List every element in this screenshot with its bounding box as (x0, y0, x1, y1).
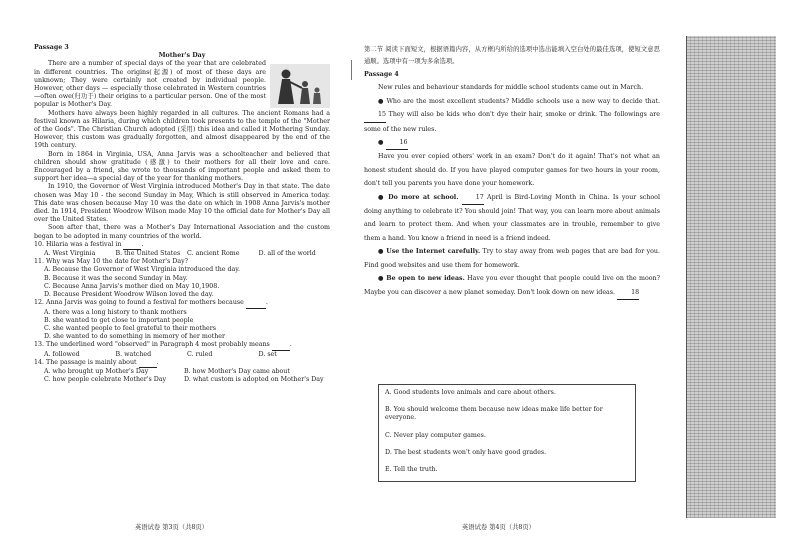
passage-3-para-1: There are a number of special days of the year that are celebrated in different countries. The origins(起源) of most of these days are unknown; They were certainly not created by individual people. However, other days — especially those celebrated in Western countries—often owe(归功于) their origins to a particular person. One of the most popular is Mother's Day. (34, 60, 266, 109)
bullet-icon: ● (378, 139, 384, 147)
option-c[interactable]: C. she wanted people to feel grateful to their mothers (44, 324, 216, 332)
option-c[interactable]: C. Because Anna Jarvis's mother died on May 10,1908. (44, 282, 220, 290)
question-stem: 12. Anna Jarvis was going to found a festival for mothers because (34, 299, 244, 307)
passage-4-column (364, 44, 660, 300)
blank-16[interactable]: 16 (386, 136, 408, 150)
option-b[interactable]: B. Because it was the second Sunday in May. (44, 274, 188, 282)
passage-3-column (34, 44, 330, 384)
option-b[interactable]: B. watched (115, 350, 152, 358)
option-b[interactable]: B. how Mother's Day came about (184, 367, 290, 375)
option-a[interactable]: A. followed (44, 350, 80, 358)
option-c[interactable]: C. how people celebrate Mother's Day (44, 376, 167, 384)
passage-3-para-2: Mothers have always been highly regarded in all cultures. The ancient Romans had a festival known as Hilaria, during which children took presents to the temple of the "Mother of the Gods". The Christian Church adopted (采用) this idea and called it Mothering Sunday. However, this custom was gradually forgotten, and almost disappeared by the end of the 19th century. (34, 109, 330, 150)
passage-4-para-7: ● Be open to new ideas. Have you ever thought that people could live on the moon? Maybe you can discover a new planet someday. Don't look down on new ideas. 18 (364, 272, 660, 300)
column-divider (351, 60, 352, 80)
box-option-d[interactable]: D. The best students won't only have good grades. (385, 448, 547, 456)
answer-blank[interactable] (139, 359, 157, 368)
passage-3-label: Passage 3 (34, 44, 69, 51)
answer-blank[interactable] (272, 341, 290, 350)
option-a[interactable]: A. there was a long history to thank mothers (44, 308, 187, 316)
option-d[interactable]: D. set (258, 350, 277, 358)
blank-15[interactable]: 15 (364, 108, 386, 122)
option-d[interactable]: D. all of the world (258, 250, 316, 258)
option-d[interactable]: D. she wanted to do something in memory of her mother (44, 333, 225, 341)
option-b[interactable]: B. the United States (115, 250, 181, 258)
option-a[interactable]: A. West Virginia (44, 250, 96, 258)
question-12: 12. Anna Jarvis was going to found a festival for mothers because . A. there was a long history to thank mothers B. she wanted to get close to important people C. she wanted people to feel grateful to their mothers D. she wanted to do something in memory of her mother (34, 299, 330, 341)
passage-4-para-2-cont: They will also be kids who don't dye their hair, smoke or drink. The followings are some of the new rules. (364, 111, 660, 133)
mother-children-silhouette-image (270, 64, 330, 108)
bullet-icon: ● (378, 248, 384, 256)
passage-3-header (34, 52, 330, 60)
bullet-icon: ● (378, 193, 385, 201)
option-d[interactable]: D. Because President Woodrow Wilson loved the day. (44, 291, 214, 299)
option-d[interactable]: D. what custom is adopted on Mother's Day (184, 376, 324, 384)
passage-4-label: Passage 4 (364, 71, 399, 78)
question-10: 10. Hilaria was a festival in . A. West Virginia B. the United States C. ancient Rome D. all of the world (34, 241, 330, 258)
question-14: 14. The passage is mainly about . A. who brought up Mother's Day B. how Mother's Day came about C. how people celebrate Mother's Day D. what custom is adopted on Mother's Day (34, 358, 324, 384)
options-box (378, 384, 636, 482)
box-option-b[interactable]: B. You should welcome them because new ideas make life better for everyone. (385, 406, 603, 422)
footer-page-3: 英语试卷 第3页（共8页） (135, 524, 208, 531)
blank-18[interactable]: 18 (617, 286, 639, 300)
passage-4-para-2: ● Who are the most excellent students? Middle schools use a new way to decide that. 15 They will also be kids who don't dye their hair, smoke or drink. The followings are some of the new rules. (364, 97, 660, 133)
answer-blank[interactable] (246, 299, 266, 308)
option-a[interactable]: A. who brought up Mother's Day (44, 367, 149, 375)
passage-3-title: Mother's Day (158, 52, 206, 60)
box-option-c[interactable]: C. Never play computer games. (385, 431, 486, 439)
passage-4-para-3 (364, 136, 660, 150)
option-c[interactable]: C. ancient Rome (187, 250, 240, 258)
passage-4-para-1: New rules and behaviour standards for middle school students came out in March. (378, 84, 644, 92)
option-b[interactable]: B. she wanted to get close to important people (44, 316, 194, 324)
option-a[interactable]: A. Because the Governor of West Virginia introduced the day. (44, 266, 240, 274)
passage-3-para-5: Soon after that, there was a Mother's Day International Association and the custom began to be adopted in many countries of the world. (34, 224, 330, 240)
bullet-icon: ● (378, 97, 384, 105)
bullet-icon: ● (378, 275, 384, 283)
scan-edge-line (686, 36, 687, 518)
footer-page-4: 英语试卷 第4页（共8页） (462, 524, 535, 531)
question-stem: 14. The passage is mainly about (34, 358, 137, 366)
section-instruction: 第二节 阅读下面短文，根据语篇内容，从方框内所给的选项中选出能填入空白处的最佳选项，使短文意思通顺。选项中有一项为多余选项。 (364, 46, 660, 65)
question-stem: 11. Why was May 10 the date for Mother's Day? (34, 258, 189, 266)
option-c[interactable]: C. ruled (187, 350, 213, 358)
passage-4-para-4: Have you ever copied others' work in an exam? Don't do it again! That's not what an honest student should do. If you have played computer games for two hours in your room, don't tell you parents you have done your homework. (364, 153, 660, 188)
blank-17[interactable]: 17 (462, 191, 484, 205)
box-option-a[interactable]: A. Good students love animals and care about others. (385, 389, 556, 396)
question-stem: 13. The underlined word "observed" in Paragraph 4 most probably means (34, 341, 270, 349)
answer-blank[interactable] (123, 241, 141, 250)
passage-4-para-6: ● Use the Internet carefully. Try to stay away from web pages that are bad for you. Find good websites and use them for homework. (364, 248, 660, 269)
passage-3-para-3: Born in 1864 in Virginia, USA, Anna Jarvis was a schoolteacher and believed that children should show gratitude (感激) to their mothers for all their love and care. Encouraged by a friend, she wrote to thousands of important people and asked them to support her idea—a special day of the year for thanking mothers. (34, 150, 330, 183)
passage-3-para-4: In 1910, the Governor of West Virginia introduced Mother's Day in that state. The date chosen was May 10 - the second Sunday in May, Which is still observed in America today. This date was chosen because May 10 was the date on which in 1908 Anna Jarvis's mother died. In 1914, President Woodrow Wilson made May 10 the official date for Mother's Day all over the United States. (34, 183, 330, 224)
box-option-e[interactable]: E. Tell the truth. (385, 466, 438, 474)
scan-edge-strip (686, 36, 776, 518)
question-11 (34, 258, 330, 299)
question-stem: 10. Hilaria was a festival in (34, 240, 122, 248)
question-13: 13. The underlined word "observed" in Paragraph 4 most probably means . A. followed B. watched C. ruled D. set (34, 341, 330, 358)
passage-4-para-5: ● Do more at school. 17 April is Bird-Loving Month in China. Is your school doing anything to celebrate it? You should join! That way, you can learn more about animals and learn to protect them. And when your classmates are in trouble, remember to give them a hand. You know a friend in need is a friend indeed. (364, 191, 660, 246)
